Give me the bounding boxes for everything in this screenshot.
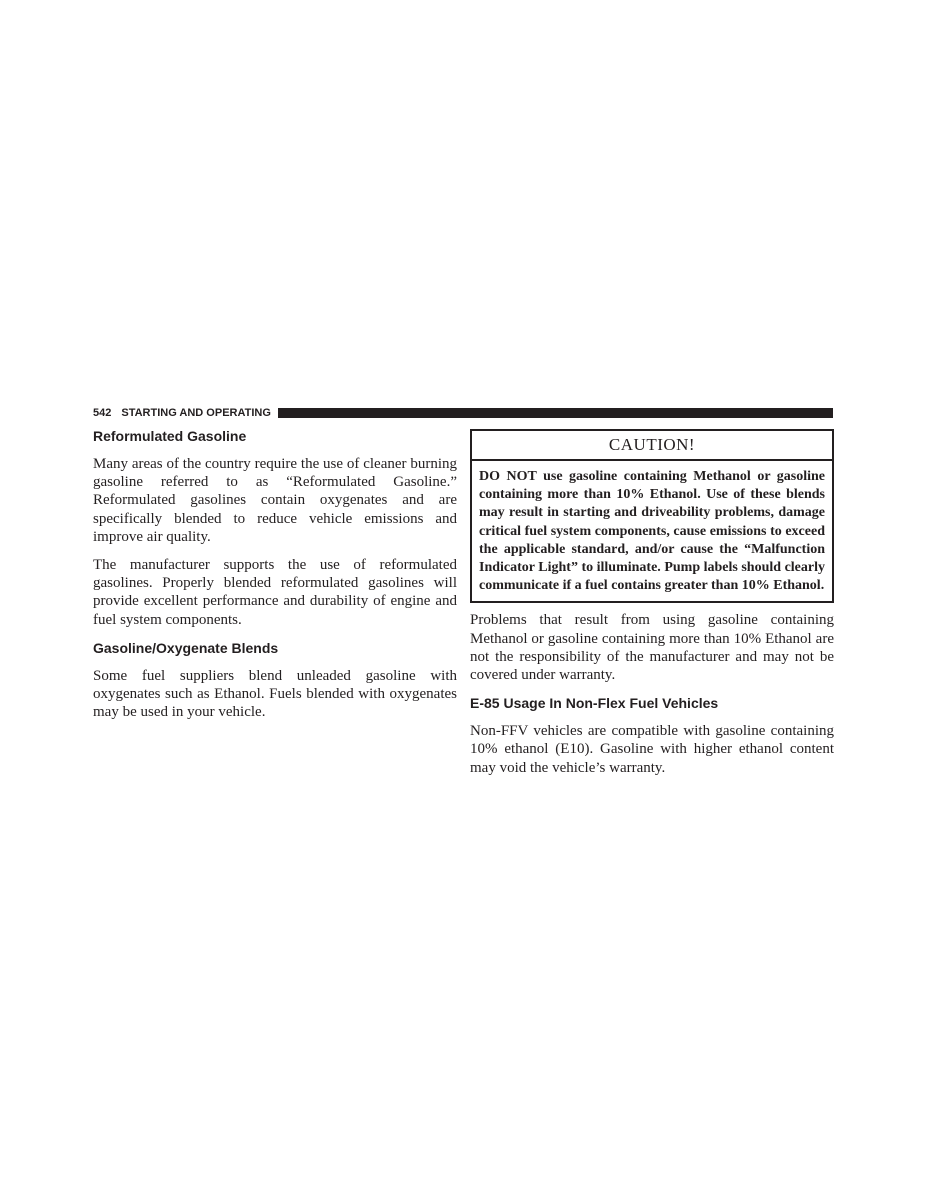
paragraph-oxygenate-blends: Some fuel suppliers blend unleaded gasoline with oxygenates such as Ethanol. Fuels blended with oxygenates may be used in your vehicle. bbox=[93, 667, 457, 721]
section-title: STARTING AND OPERATING bbox=[121, 407, 271, 419]
paragraph-non-ffv: Non-FFV vehicles are compatible with gasoline containing 10% ethanol (E10). Gasoline with higher ethanol content may void the vehicle’s warranty. bbox=[470, 723, 834, 776]
paragraph-manufacturer-support: The manufacturer supports the use of reformulated gasolines. Properly blended reformulated gasolines will provide excellent performance and durability of engine and fuel system components. bbox=[93, 557, 457, 628]
page-header bbox=[93, 405, 833, 421]
paragraph-reformulated-intro: Many areas of the country require the use of cleaner burning gasoline referred to as “Reformulated Gasoline.” Reformulated gasolines contain oxygenates and are specifically blended to reduce vehicle emissions and improve air quality. bbox=[93, 456, 457, 545]
paragraph-problems: Problems that result from using gasoline containing Methanol or gasoline containing more than 10% Ethanol are not the responsibility of the manufacturer and may not be covered under warranty. bbox=[470, 612, 834, 684]
caution-box bbox=[470, 429, 834, 603]
header-rule bbox=[278, 408, 833, 418]
left-column bbox=[93, 427, 457, 731]
heading-gasoline-oxygenate-blends: Gasoline/Oxygenate Blends bbox=[93, 639, 279, 656]
caution-text: DO NOT use gasoline containing Methanol or gasoline containing more than 10% Ethanol. Use of these blends may result in starting and driveability problems, damage critical fuel system components, cause emissions to exceed the applicable standard, and/or cause the “Malfunction Indicator Light” to illuminate. Pump labels should clearly communicate if a fuel contains greater than 10% Ethanol. bbox=[479, 469, 825, 594]
right-column bbox=[470, 427, 834, 787]
heading-e85-usage: E-85 Usage In Non-Flex Fuel Vehicles bbox=[470, 695, 719, 712]
heading-reformulated-gasoline: Reformulated Gasoline bbox=[93, 428, 247, 444]
caution-title: CAUTION! bbox=[472, 431, 832, 461]
page-number: 542 bbox=[93, 407, 112, 419]
